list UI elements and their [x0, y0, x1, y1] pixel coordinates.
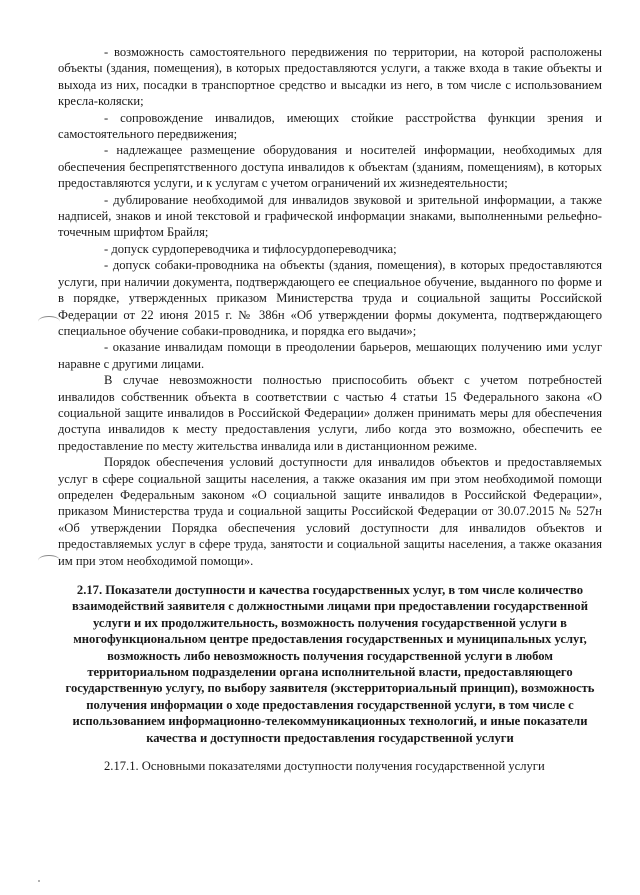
paragraph-adaptation: В случае невозможности полностью приспособить объект с учетом потребностей инвалидов собственник объекта в соответствии с частью 4 статьи 15 Федерального закона «О социальной защите инвалидов в Российской Федерации» должен принимать меры для обеспечения доступа инвалидов к месту предоставления услуги, либо когда это возможно, обеспечить ее предоставление по месту жительства инвалида или в дистанционном режиме. — [58, 373, 602, 453]
document-body — [58, 44, 602, 774]
paragraph-barriers: - оказание инвалидам помощи в преодолении барьеров, мешающих получению ими услуг наравне с другими лицами. — [58, 340, 602, 371]
paragraph-escort: - сопровождение инвалидов, имеющих стойкие расстройства функции зрения и самостоятельного передвижения; — [58, 110, 602, 142]
binder-hole-mark-lower — [38, 555, 60, 566]
paragraph-equipment: - надлежащее размещение оборудования и носителей информации, необходимых для обеспечения беспрепятственного доступа инвалидов к объектам (зданиям, помещениям), в которых предоставляются услуги, и к услугам с учетом ограничений их жизнедеятельности; — [58, 143, 602, 191]
paragraph-interpreter: - допуск сурдопереводчика и тифлосурдопереводчика; — [104, 241, 397, 256]
paragraph-2-17-1: 2.17.1. Основными показателями доступности получения государственной услуги — [104, 759, 545, 774]
paragraph-braille: - дублирование необходимой для инвалидов звуковой и зрительной информации, а также надписей, знаков и иной текстовой и графической информации знаками, выполненными рельефно-точечным шрифтом Брайля; — [58, 192, 602, 240]
paragraph-procedure: Порядок обеспечения условий доступности для инвалидов объектов и предоставляемых услуг в сфере социальной защиты населения, а также оказания им при этом необходимой помощи определен Федеральным законом «О социальной защите инвалидов в Российской Федерации», приказом Министерства труда и социальной защиты Российской Федерации от 30.07.2015 № 527н «Об утверждении Порядка обеспечения условий доступности для инвалидов объектов и предоставляемых услуг в сфере труда, занятости и социальной защиты населения, а также оказания им при этом необходимой помощи». — [58, 455, 602, 568]
scan-speck — [38, 880, 40, 882]
paragraph-movement: - возможность самостоятельного передвижения по территории, на которой расположены объекты (здания, помещения), в которых предоставляются услуги, а также входа в такие объекты и выхода из них, посадки в транспортное средство и высадки из него, в том числе с использованием кресла-коляски; — [58, 45, 602, 109]
paragraph-guide-dog: - допуск собаки-проводника на объекты (здания, помещения), в которых предоставляются услуги, при наличии документа, подтверждающего ее специальное обучение, выданного по форме и в порядке, утвержденных приказом Министерства труда и социальной защиты Российской Федерации от 22 июня 2015 г. № 386н «Об утверждении формы документа, подтверждающего специальное обучение собаки-проводника, и порядка его выдачи»; — [58, 258, 602, 338]
section-heading-2-17: 2.17. Показатели доступности и качества государственных услуг, в том числе количество взаимодействий заявителя с должностными лицами при предоставлении государственной услуги и их продолжительность, возможность получения государственной услуги в многофункциональном центре предоставления государственных и муниципальных услуг, возможность либо невозможность получения государственной услуги в любом территориальном подразделении органа исполнительной власти, предоставляющего государственную услугу, по выбору заявителя (экстерриториальный принцип), возможность получения информации о ходе предоставления государственной услуги, в том числе с использованием информационно-телекоммуникационных технологий, и иные показатели качества и доступности предоставления государственной услуги — [65, 583, 595, 745]
binder-hole-mark-upper — [38, 316, 60, 327]
